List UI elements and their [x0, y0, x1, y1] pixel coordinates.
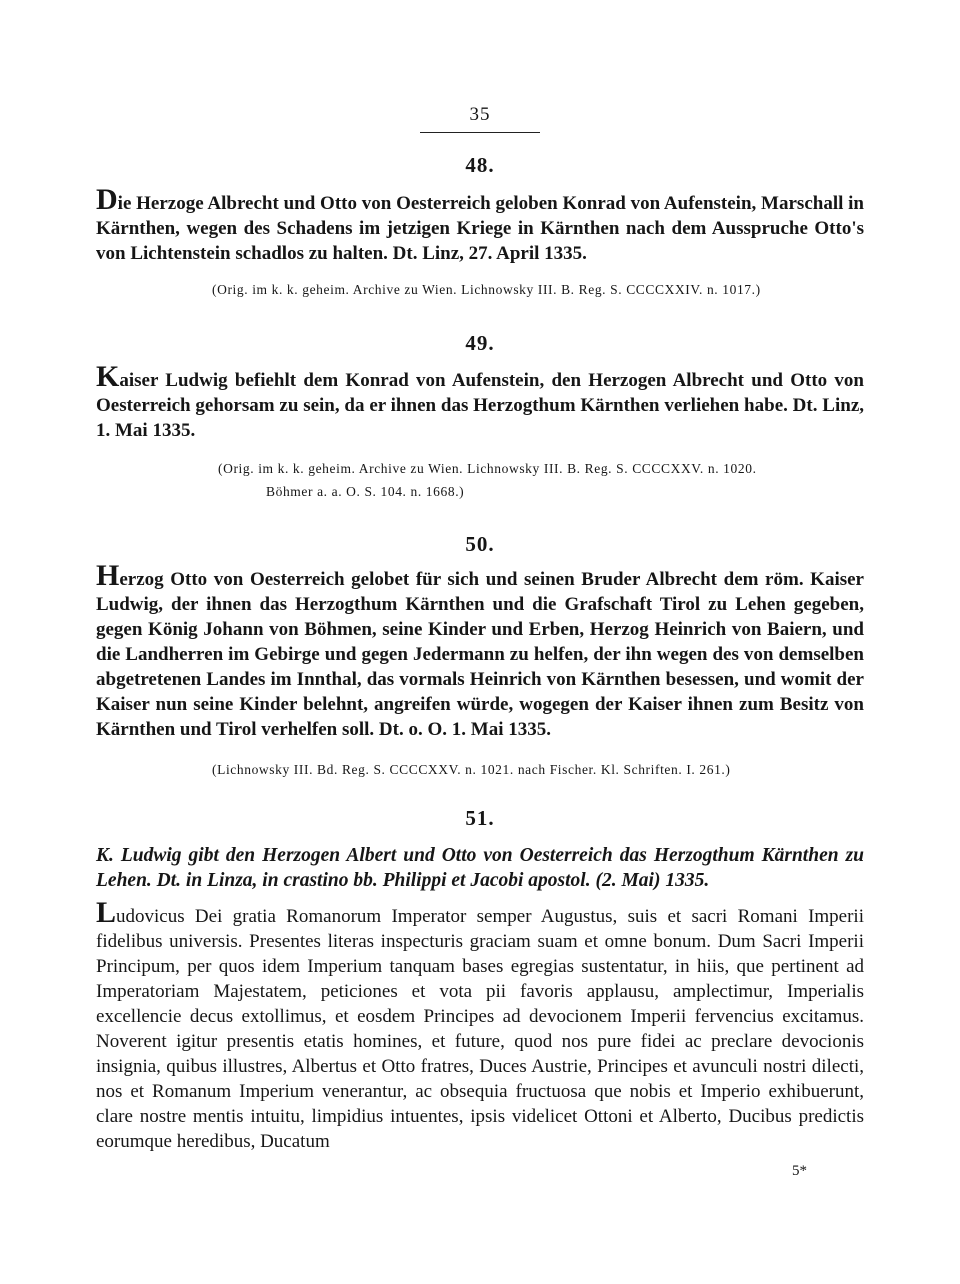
signature-mark: 5* — [792, 1163, 807, 1179]
entry-50-summary — [96, 559, 864, 742]
entry-50-citation: (Lichnowsky III. Bd. Reg. S. CCCCXXV. n. 1021. nach Fischer. Kl. Schriften. I. 261.) — [212, 762, 731, 777]
drop-initial: H — [96, 559, 120, 592]
drop-initial: L — [96, 896, 117, 929]
entry-49-text: aiser Ludwig befiehlt dem Konrad von Aufenstein, den Herzogen Albrecht und Otto von Oesterreich gehorsam zu sein, da er ihnen das Herzogthum Kärnthen verliehen habe. Dt. Linz, 1. Mai 1335. — [96, 370, 864, 441]
page-number: 35 — [469, 104, 491, 125]
entry-49-summary — [96, 360, 864, 443]
entry-51-text: udovicus Dei gratia Romanorum Imperator semper Augustus, suis et sacri Romani Imperii fidelibus universis. Presentes literas inspecturis graciam suam et omne bonum. Dum Sacri Imperii Principum, per quos idem Imperium tanquam bases egregias sustentatur, in hiis, que pertinent ad Imperatoriam Majestatem, peticiones et vota pii favoris applausu, amplectimur, Imperialis excellencie decus extollimus, et eosdem Principes ad devocionem Imperii fervencius excitamus. Noverent igitur presentis etatis homines, et future, quod nos pure fidei ac preclare devocionis insignia, quibus illustres, Albertus et Otto fratres, Duces Austrie, Principes et avunculi nostri dilecti, nos et Romanum Imperium venerantur, ac obsequia fructuosa que nobis et Imperio exhibuerunt, clare nostre mentis intuitu, limpidius intuentes, ipsis videlicet Ottoni et Alberto, Ducibus predictis eorumque heredibus, Ducatum — [96, 906, 864, 1152]
entry-number-49: 49. — [465, 331, 495, 355]
entry-48-summary — [96, 183, 864, 266]
entry-number-50: 50. — [465, 532, 495, 556]
entry-48-text: ie Herzoge Albrecht und Otto von Oesterreich geloben Konrad von Aufenstein, Marschall in Kärnthen, wegen des Schadens im jetzigen Kriege in Kärnthen nach dem Ausspruche Otto's von Lichtenstein schadlos zu halten. Dt. Linz, 27. April 1335. — [96, 193, 864, 264]
entry-49-citation-line-2: Böhmer a. a. O. S. 104. n. 1668.) — [266, 484, 465, 499]
entry-50-text: erzog Otto von Oesterreich gelobet für sich und seinen Bruder Albrecht dem röm. Kaiser Ludwig, der ihnen das Herzogthum Kärnthen und die Grafschaft Tirol zu Lehen gegeben, gegen König Johann von Böhmen, seine Kinder und Erben, Herzog Heinrich von Baiern, und die Landherren im Gebirge und gegen Jedermann zu helfen, der ihn wegen des von demselben abgetretenen Landes im Innthal, das vormals Heinrich von Kärnthen besessen, und womit der Kaiser nun seine Kinder belehnt, angreifen würde, wogegen der Kaiser ihnen zum Besitz von Kärnthen und Tirol verhelfen soll. Dt. o. O. 1. Mai 1335. — [96, 569, 864, 740]
entry-number-48: 48. — [465, 153, 495, 177]
entry-49-citation-line-1: (Orig. im k. k. geheim. Archive zu Wien. Lichnowsky III. B. Reg. S. CCCCXXV. n. 1020. — [218, 461, 757, 476]
entry-51-heading: K. Ludwig gibt den Herzogen Albert und Otto von Oesterreich das Herzogthum Kärnthen zu Lehen. Dt. in Linza, in crastino bb. Philippi et Jacobi apostol. (2. Mai) 1335. — [96, 845, 864, 891]
entry-51-body — [96, 896, 864, 1154]
entry-48-citation: (Orig. im k. k. geheim. Archive zu Wien. Lichnowsky III. B. Reg. S. CCCCXXIV. n. 1017.) — [212, 282, 761, 297]
header-rule — [420, 132, 540, 133]
entry-number-51: 51. — [465, 806, 495, 830]
drop-initial: K — [96, 360, 120, 393]
drop-initial: D — [96, 183, 118, 216]
